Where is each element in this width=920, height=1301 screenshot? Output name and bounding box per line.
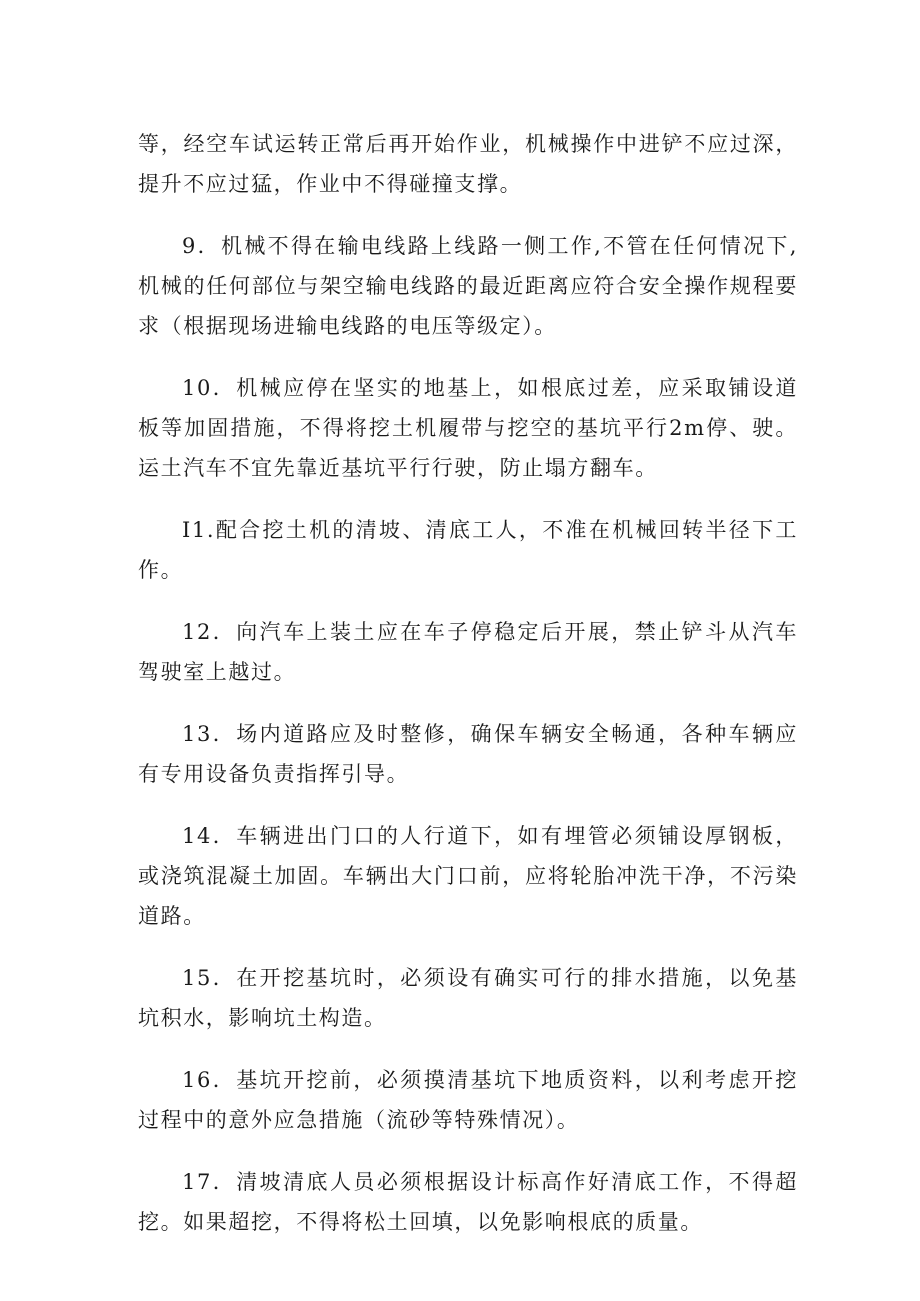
paragraph-item-9: 9．机械不得在输电线路上线路一侧工作,不管在任何情况下,机械的任何部位与架空输电线路的最近距离应符合安全操作规程要求（根据现场进输电线路的电压等级定）。 [138,234,798,338]
paragraph-item-17: 17．清坡清底人员必须根据设计标高作好清底工作，不得超挖。如果超挖，不得将松土回填，以免影响根底的质量。 [138,1170,798,1234]
paragraph-item-15: 15．在开挖基坑时，必须设有确实可行的排水措施，以免基坑积水，影响坑土构造。 [138,966,798,1030]
paragraph-item-16: 16．基坑开挖前，必须摸清基坑下地质资料，以利考虑开挖过程中的意外应急措施（流砂等特殊情况）。 [138,1068,798,1132]
paragraph-item-12: 12．向汽车上装土应在车子停稳定后开展，禁止铲斗从汽车驾驶室上越过。 [138,620,798,684]
paragraph-continuation: 等，经空车试运转正常后再开始作业，机械操作中进铲不应过深，提升不应过猛，作业中不得碰撞支撑。 [138,132,798,196]
paragraph-item-14: 14．车辆进出门口的人行道下，如有埋管必须铺设厚钢板，或浇筑混凝土加固。车辆出大门口前，应将轮胎冲洗干净，不污染道路。 [138,824,798,928]
paragraph-item-11: I1.配合挖土机的清坡、清底工人，不准在机械回转半径下工作。 [138,518,798,582]
paragraph-item-10: 10．机械应停在坚实的地基上，如根底过差，应采取铺设道板等加固措施，不得将挖土机履带与挖空的基坑平行2m停、驶。运土汽车不宜先靠近基坑平行行驶，防止塌方翻车。 [138,376,798,480]
document-body [138,124,798,1264]
paragraph-item-13: 13．场内道路应及时整修，确保车辆安全畅通，各种车辆应有专用设备负责指挥引导。 [138,722,798,786]
